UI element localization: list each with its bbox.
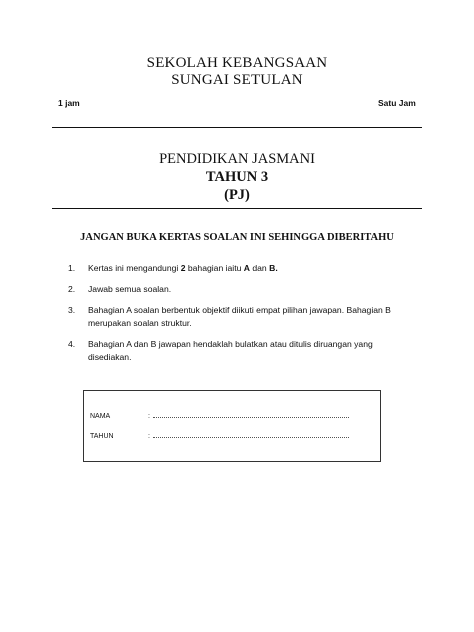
top-divider <box>52 127 422 128</box>
instruction-bold: B. <box>269 263 278 273</box>
duration-left: 1 jam <box>58 98 80 108</box>
name-separator: : <box>148 413 150 420</box>
year-field[interactable] <box>153 431 349 438</box>
instruction-text: Bahagian A soalan berbentuk objektif diikuti empat pilihan jawapan. Bahagian B merupakan soalan struktur. <box>88 305 391 328</box>
year-row <box>90 431 349 440</box>
warning-text: JANGAN BUKA KERTAS SOALAN INI SEHINGGA DIBERITAHU <box>80 232 394 243</box>
duration-right: Satu Jam <box>378 98 416 108</box>
instruction-text: Kertas ini mengandungi <box>88 263 181 273</box>
name-row <box>90 411 349 420</box>
instruction-item <box>68 338 408 364</box>
year-separator: : <box>148 433 150 440</box>
instructions-list <box>68 262 408 372</box>
subject-title <box>0 150 474 204</box>
name-field[interactable] <box>153 411 349 418</box>
instruction-text: Bahagian A dan B jawapan hendaklah bulatkan atau ditulis diruangan yang disediakan. <box>88 339 373 362</box>
instruction-bold: 2 <box>180 263 186 273</box>
instruction-item <box>68 283 408 296</box>
instruction-text: bahagian iaitu <box>185 263 244 273</box>
instruction-text: dan <box>249 263 270 273</box>
bottom-divider <box>52 208 422 209</box>
instruction-text: Jawab semua soalan. <box>88 284 172 294</box>
name-label: NAMA <box>90 413 111 420</box>
instruction-item <box>68 304 408 330</box>
instruction-bold: A <box>243 263 250 273</box>
school-name <box>0 55 474 89</box>
instruction-number: 4. <box>68 339 76 349</box>
subject-line1: PENDIDIKAN JASMANI <box>159 151 315 167</box>
instruction-number: 2. <box>68 284 76 294</box>
school-name-line2: SUNGAI SETULAN <box>171 72 303 88</box>
instruction-number: 3. <box>68 305 76 315</box>
subject-line3: (PJ) <box>224 187 250 203</box>
instruction-item <box>68 262 408 275</box>
subject-line2: TAHUN 3 <box>205 169 269 185</box>
school-name-line1: SEKOLAH KEBANGSAAN <box>146 55 328 71</box>
student-info-box <box>83 390 381 462</box>
year-label: TAHUN <box>90 433 114 440</box>
instruction-number: 1. <box>68 263 76 273</box>
